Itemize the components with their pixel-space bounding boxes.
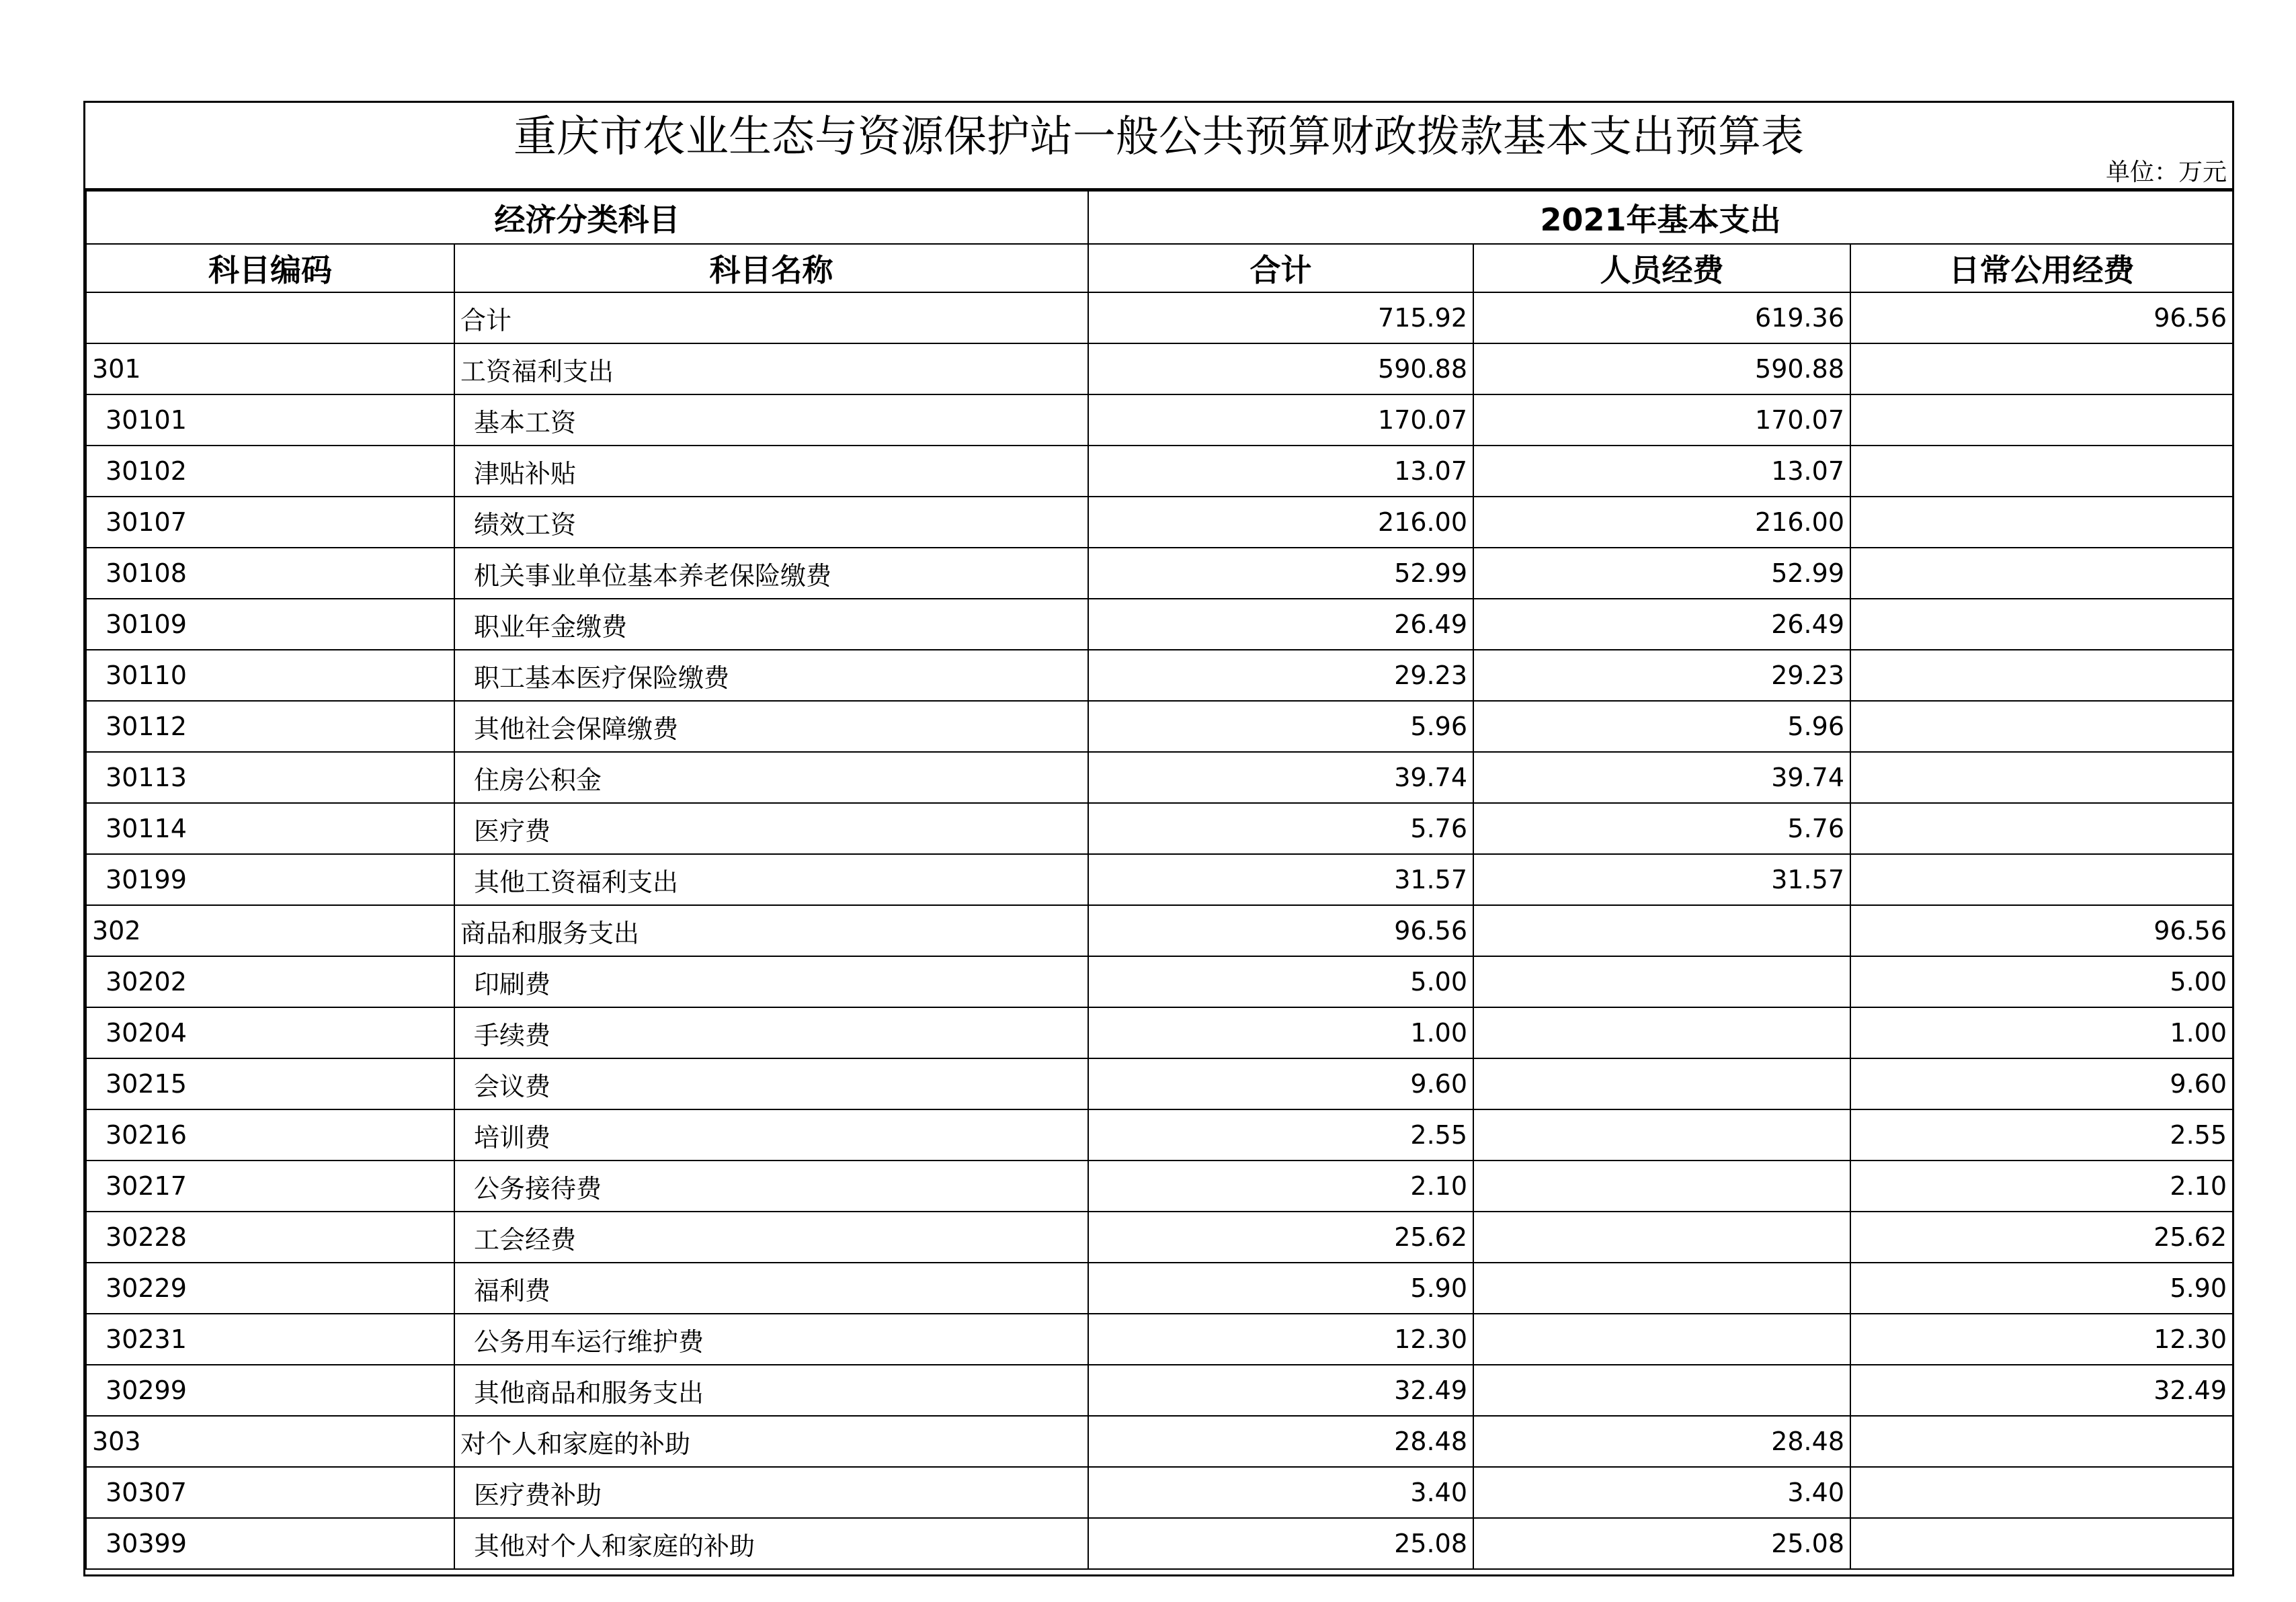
cell-total: 25.62 xyxy=(1088,1212,1473,1263)
budget-sheet xyxy=(83,101,2234,1576)
cell-name: 商品和服务支出 xyxy=(454,905,1088,956)
cell-public xyxy=(1850,1518,2233,1569)
cell-name: 印刷费 xyxy=(454,956,1088,1007)
cell-personnel: 26.49 xyxy=(1473,599,1850,650)
cell-total: 9.60 xyxy=(1088,1058,1473,1109)
cell-code: 30108 xyxy=(86,548,454,599)
cell-total: 26.49 xyxy=(1088,599,1473,650)
cell-code: 302 xyxy=(86,905,454,956)
cell-code: 30112 xyxy=(86,701,454,752)
cell-personnel xyxy=(1473,1007,1850,1058)
cell-total: 28.48 xyxy=(1088,1416,1473,1467)
cell-total: 3.40 xyxy=(1088,1467,1473,1518)
cell-code: 30109 xyxy=(86,599,454,650)
table-row xyxy=(86,701,2233,752)
cell-name: 会议费 xyxy=(454,1058,1088,1109)
table-row xyxy=(86,905,2233,956)
cell-code: 30399 xyxy=(86,1518,454,1569)
cell-total: 715.92 xyxy=(1088,292,1473,343)
cell-public: 32.49 xyxy=(1850,1365,2233,1416)
cell-personnel: 216.00 xyxy=(1473,497,1850,548)
cell-name: 工会经费 xyxy=(454,1212,1088,1263)
cell-public: 2.55 xyxy=(1850,1109,2233,1161)
cell-total: 2.55 xyxy=(1088,1109,1473,1161)
cell-name: 工资福利支出 xyxy=(454,343,1088,394)
cell-code: 30216 xyxy=(86,1109,454,1161)
header-row-columns xyxy=(86,244,2233,292)
cell-public: 5.90 xyxy=(1850,1263,2233,1314)
table-row xyxy=(86,1467,2233,1518)
cell-code: 30113 xyxy=(86,752,454,803)
column-header-name: 科目名称 xyxy=(454,244,1088,292)
cell-name: 医疗费补助 xyxy=(454,1467,1088,1518)
cell-name: 职工基本医疗保险缴费 xyxy=(454,650,1088,701)
cell-code: 30215 xyxy=(86,1058,454,1109)
cell-personnel: 619.36 xyxy=(1473,292,1850,343)
cell-public xyxy=(1850,343,2233,394)
table-row xyxy=(86,650,2233,701)
cell-personnel xyxy=(1473,1161,1850,1212)
cell-code: 30217 xyxy=(86,1161,454,1212)
cell-name: 其他对个人和家庭的补助 xyxy=(454,1518,1088,1569)
cell-code: 30204 xyxy=(86,1007,454,1058)
table-row xyxy=(86,446,2233,497)
table-row xyxy=(86,548,2233,599)
cell-name: 其他工资福利支出 xyxy=(454,854,1088,905)
cell-code: 30231 xyxy=(86,1314,454,1365)
cell-total: 29.23 xyxy=(1088,650,1473,701)
table-row xyxy=(86,599,2233,650)
cell-public xyxy=(1850,394,2233,446)
cell-personnel: 13.07 xyxy=(1473,446,1850,497)
cell-code: 301 xyxy=(86,343,454,394)
header-row-group xyxy=(86,191,2233,244)
cell-code: 30229 xyxy=(86,1263,454,1314)
cell-name: 其他社会保障缴费 xyxy=(454,701,1088,752)
column-header-personnel: 人员经费 xyxy=(1473,244,1850,292)
cell-code: 30202 xyxy=(86,956,454,1007)
table-row xyxy=(86,1161,2233,1212)
cell-total: 170.07 xyxy=(1088,394,1473,446)
cell-personnel: 170.07 xyxy=(1473,394,1850,446)
cell-name: 机关事业单位基本养老保险缴费 xyxy=(454,548,1088,599)
table-row xyxy=(86,394,2233,446)
cell-personnel: 52.99 xyxy=(1473,548,1850,599)
cell-total: 32.49 xyxy=(1088,1365,1473,1416)
cell-code: 303 xyxy=(86,1416,454,1467)
cell-personnel xyxy=(1473,905,1850,956)
table-row xyxy=(86,1518,2233,1569)
cell-name: 绩效工资 xyxy=(454,497,1088,548)
cell-personnel: 39.74 xyxy=(1473,752,1850,803)
column-header-total: 合计 xyxy=(1088,244,1473,292)
cell-total: 31.57 xyxy=(1088,854,1473,905)
cell-personnel: 590.88 xyxy=(1473,343,1850,394)
cell-name: 公务用车运行维护费 xyxy=(454,1314,1088,1365)
cell-public: 5.00 xyxy=(1850,956,2233,1007)
cell-total: 590.88 xyxy=(1088,343,1473,394)
cell-personnel: 5.76 xyxy=(1473,803,1850,854)
budget-table xyxy=(85,190,2233,1570)
cell-name: 培训费 xyxy=(454,1109,1088,1161)
table-row xyxy=(86,1058,2233,1109)
cell-public xyxy=(1850,1416,2233,1467)
cell-code: 30114 xyxy=(86,803,454,854)
cell-name: 合计 xyxy=(454,292,1088,343)
table-row xyxy=(86,956,2233,1007)
cell-public xyxy=(1850,446,2233,497)
table-row xyxy=(86,292,2233,343)
cell-personnel: 3.40 xyxy=(1473,1467,1850,1518)
cell-public: 2.10 xyxy=(1850,1161,2233,1212)
header-basic-expenditure: 2021年基本支出 xyxy=(1088,191,2233,244)
cell-public: 1.00 xyxy=(1850,1007,2233,1058)
cell-personnel xyxy=(1473,1314,1850,1365)
cell-total: 52.99 xyxy=(1088,548,1473,599)
cell-code: 30299 xyxy=(86,1365,454,1416)
cell-personnel xyxy=(1473,1212,1850,1263)
cell-total: 5.76 xyxy=(1088,803,1473,854)
table-row xyxy=(86,1314,2233,1365)
cell-personnel: 31.57 xyxy=(1473,854,1850,905)
cell-public xyxy=(1850,752,2233,803)
cell-total: 1.00 xyxy=(1088,1007,1473,1058)
cell-public: 96.56 xyxy=(1850,292,2233,343)
cell-personnel: 25.08 xyxy=(1473,1518,1850,1569)
cell-public: 25.62 xyxy=(1850,1212,2233,1263)
cell-code: 30107 xyxy=(86,497,454,548)
cell-personnel xyxy=(1473,1058,1850,1109)
cell-total: 2.10 xyxy=(1088,1161,1473,1212)
cell-name: 住房公积金 xyxy=(454,752,1088,803)
cell-total: 5.96 xyxy=(1088,701,1473,752)
table-row xyxy=(86,752,2233,803)
unit-label: 单位：万元 xyxy=(2105,159,2227,186)
cell-personnel xyxy=(1473,1109,1850,1161)
cell-name: 津贴补贴 xyxy=(454,446,1088,497)
cell-name: 福利费 xyxy=(454,1263,1088,1314)
cell-public xyxy=(1850,599,2233,650)
table-row xyxy=(86,854,2233,905)
cell-name: 职业年金缴费 xyxy=(454,599,1088,650)
table-row xyxy=(86,1007,2233,1058)
cell-name: 公务接待费 xyxy=(454,1161,1088,1212)
page-title: 重庆市农业生态与资源保护站一般公共预算财政拨款基本支出预算表 xyxy=(514,112,1804,162)
table-row xyxy=(86,1416,2233,1467)
cell-total: 39.74 xyxy=(1088,752,1473,803)
table-body xyxy=(86,292,2233,1569)
column-header-public: 日常公用经费 xyxy=(1850,244,2233,292)
cell-code: 30307 xyxy=(86,1467,454,1518)
cell-public: 96.56 xyxy=(1850,905,2233,956)
cell-public xyxy=(1850,803,2233,854)
cell-code: 30199 xyxy=(86,854,454,905)
cell-code: 30228 xyxy=(86,1212,454,1263)
cell-personnel xyxy=(1473,956,1850,1007)
cell-personnel: 5.96 xyxy=(1473,701,1850,752)
cell-total: 25.08 xyxy=(1088,1518,1473,1569)
cell-personnel xyxy=(1473,1365,1850,1416)
cell-total: 96.56 xyxy=(1088,905,1473,956)
cell-code: 30101 xyxy=(86,394,454,446)
cell-name: 基本工资 xyxy=(454,394,1088,446)
cell-personnel: 28.48 xyxy=(1473,1416,1850,1467)
cell-total: 216.00 xyxy=(1088,497,1473,548)
table-row xyxy=(86,497,2233,548)
title-block xyxy=(85,103,2232,190)
cell-code xyxy=(86,292,454,343)
cell-public xyxy=(1850,548,2233,599)
table-row xyxy=(86,1365,2233,1416)
cell-public xyxy=(1850,497,2233,548)
cell-code: 30110 xyxy=(86,650,454,701)
cell-name: 手续费 xyxy=(454,1007,1088,1058)
cell-public: 12.30 xyxy=(1850,1314,2233,1365)
cell-public: 9.60 xyxy=(1850,1058,2233,1109)
cell-public xyxy=(1850,701,2233,752)
cell-name: 其他商品和服务支出 xyxy=(454,1365,1088,1416)
table-row xyxy=(86,1109,2233,1161)
cell-public xyxy=(1850,1467,2233,1518)
cell-total: 12.30 xyxy=(1088,1314,1473,1365)
cell-name: 对个人和家庭的补助 xyxy=(454,1416,1088,1467)
column-header-code: 科目编码 xyxy=(86,244,454,292)
cell-total: 5.90 xyxy=(1088,1263,1473,1314)
header-economic-category: 经济分类科目 xyxy=(86,191,1088,244)
cell-personnel xyxy=(1473,1263,1850,1314)
cell-total: 13.07 xyxy=(1088,446,1473,497)
cell-public xyxy=(1850,854,2233,905)
table-row xyxy=(86,1212,2233,1263)
table-row xyxy=(86,803,2233,854)
cell-public xyxy=(1850,650,2233,701)
table-row xyxy=(86,343,2233,394)
cell-personnel: 29.23 xyxy=(1473,650,1850,701)
cell-total: 5.00 xyxy=(1088,956,1473,1007)
cell-code: 30102 xyxy=(86,446,454,497)
table-row xyxy=(86,1263,2233,1314)
cell-name: 医疗费 xyxy=(454,803,1088,854)
